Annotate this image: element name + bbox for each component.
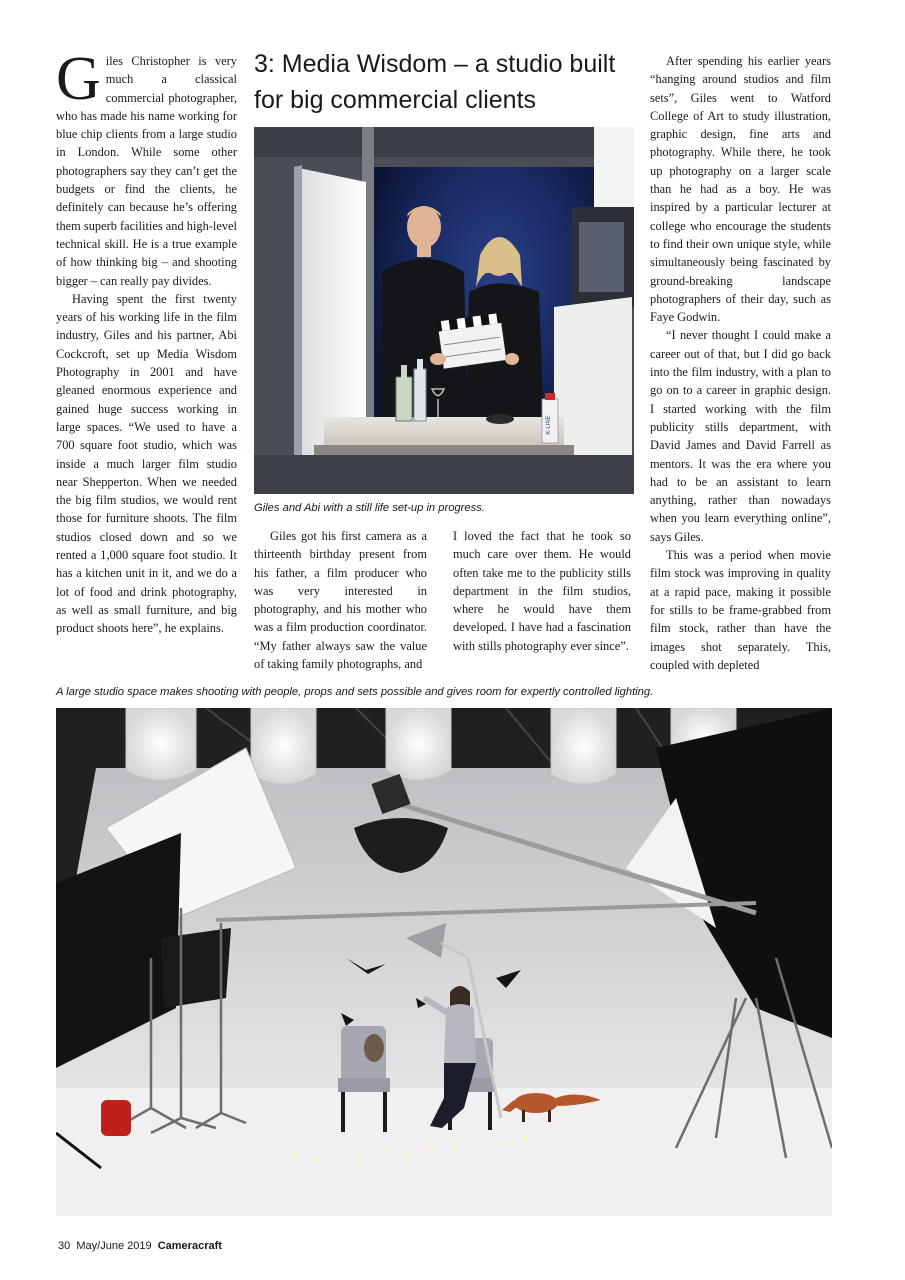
paragraph: This was a period when movie film stock was improving in quality at a rapid pace, making it possible for stills to be frame-grabbed from film stock, rather than have the images shot separately. This, coupled with depleted [650,548,831,672]
photo-giles-and-abi [254,127,634,494]
article-column-middle-2 [453,527,631,655]
issue-date: May/June 2019 [76,1240,152,1252]
paragraph: Having spent the first twenty years of his working life in the film industry, Giles and his partner, Abi Cockcroft, set up Media Wisdom Photography in 2001 and have gleaned enormous experience and gained huge success working in large spaces. “We used to have a 700 square foot studio, which was inside a much larger film studio near Shepperton. When we needed the big film studios, we would rent those for furniture shoots. The film studios closed down and so we rented a 1,000 square foot studio. It has a kitchen unit in it, and we do a lot of food and drink photography, as well as small furniture, and big product shoots here”, he explains. [56,291,237,636]
spray-can-label: K-LINE [546,415,552,435]
paragraph [56,45,237,290]
article-column-left [56,45,237,638]
page-number: 30 [58,1240,71,1252]
magazine-name: Cameracraft [157,1240,222,1252]
photo-caption-top: Giles and Abi with a still life set-up in progress. [254,502,485,514]
paragraph: Giles got his first camera as a thirteenth birthday present from his father, a film producer who was very interested in photography, and his mother who was a film production coordinator. “My father always saw the value of taking family photographs, and [254,529,427,672]
drop-cap: G [56,45,101,113]
article-column-right [650,52,831,674]
photo-large-studio [56,708,832,1216]
studio-illustration [56,708,832,1216]
article-column-middle-1 [254,527,427,673]
paragraph: After spending his earlier years “hanging around studios and film sets”, Giles went to Watford College of Art to study illustration, graphic design, fine arts and photography. While there, he took up photography on a larger scale than he had as a boy. He was inspired by a particular lecturer at college who encourage the students to find their own unique style, while simultaneously being fascinated by ground-breaking landscape photographers of their day, such as Faye Godwin. [650,54,831,325]
page-footer [58,1239,222,1253]
paragraph-text: iles Christopher is very much a classical commercial photographer, who has made his name working for blue chip clients from a large studio in London. While some other photographers say they can’t get the budgets or find the clients, he definitely can because he’s offering them superb facilities and high-level technical skill. He is a true example of how thinking big – and shooting bigger – can really pay divides. [56,54,237,288]
photo-caption-studio: A large studio space makes shooting with people, props and sets possible and gives room for expertly controlled lighting. [56,686,654,698]
paragraph: “I never thought I could make a career out of that, but I did go back into the film industry, with a plan to go on to a career in graphic design. I started working with the film publicity stills department, with David James and David Farrell as mentors. It was the era where you had to be an assistant to learn anything, rather than nowadays when you learn everything online”, says Giles. [650,328,831,544]
photo-illustration [254,127,634,494]
paragraph: I loved the fact that he took so much care over them. He would often take me to the publicity stills department in the film studios, where he would have them developed. I have had a fascination with stills photography ever since”. [453,529,631,653]
article-headline: 3: Media Wisdom – a studio built for big commercial clients [254,50,616,114]
